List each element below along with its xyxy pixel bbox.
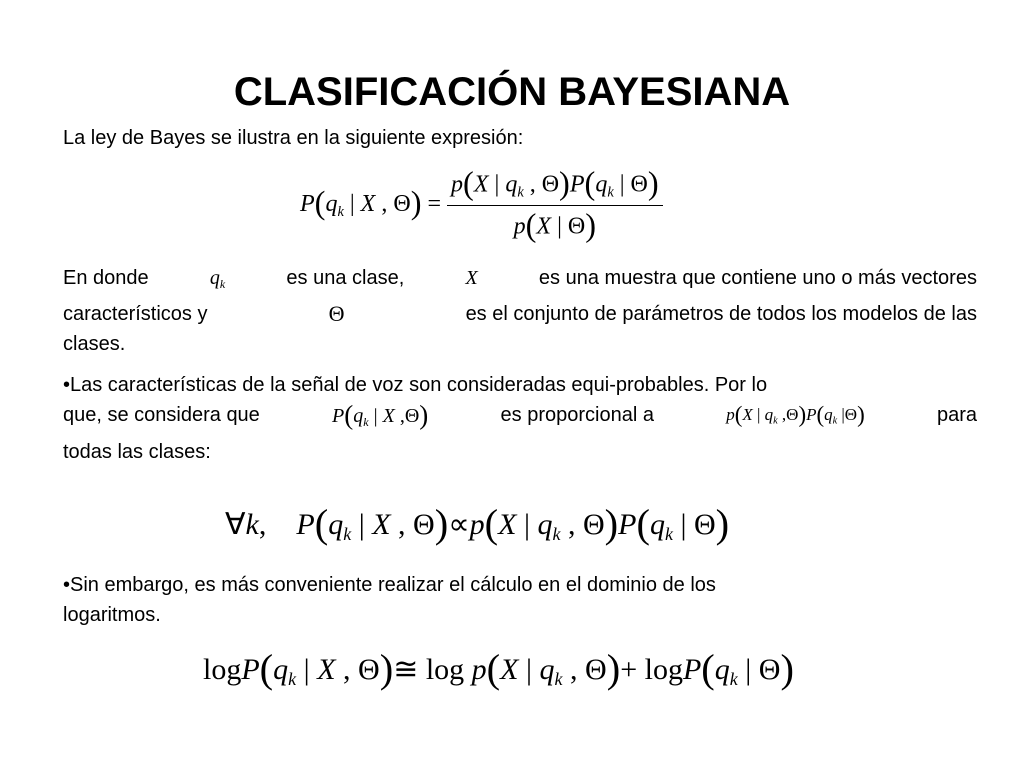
definitions-line-3: clases. — [63, 333, 126, 356]
bayes-formula: $P(q_k$ | X , Θ) = $\frac{p(X | q_k , \Theta)P(q_k | \Theta)}{p(X | \Theta)}$ — [300, 166, 663, 245]
equiprobable-line-2: que, se considera que $P(q_k$ | X ,Θ) es proporcional a p(X | $q_k$ $,\Theta)P(q_k$ |Θ) para — [63, 400, 977, 430]
definitions-paragraph — [63, 263, 977, 359]
logarithm-paragraph — [63, 570, 977, 630]
logarithm-line-2: logaritmos. — [63, 604, 161, 626]
equiprobable-line-3: todas las clases: — [63, 441, 211, 464]
definitions-line-2: característicos y Θ es el conjunto de parámetros de todos los modelos de las — [63, 301, 977, 327]
equiprobable-line-1: •Las características de la señal de voz son consideradas equi-probables. Por lo — [63, 374, 768, 396]
definitions-line-1: En donde $q_k$ es una clase, X es una muestra que contiene uno o más vectores — [63, 267, 977, 292]
slide-title: CLASIFICACIÓN BAYESIANA — [233, 70, 791, 114]
proportional-formula: ∀k, $P(q_k$ | X , Θ)∝p(X | $q_k$ , $\Theta)P(q_k$ | Θ) — [225, 501, 730, 546]
logarithm-line-1: •Sin embargo, es más conveniente realizar el cálculo en el dominio de los — [63, 574, 716, 596]
intro-text: La ley de Bayes se ilustra en la siguiente expresión: — [63, 127, 524, 149]
log-formula: $\log P(q_k$ | X , Θ)≅ log p(X | $q_k$ , $\Theta)+ \log P(q_k$ | Θ) — [203, 646, 794, 691]
equiprobable-paragraph — [63, 370, 977, 467]
